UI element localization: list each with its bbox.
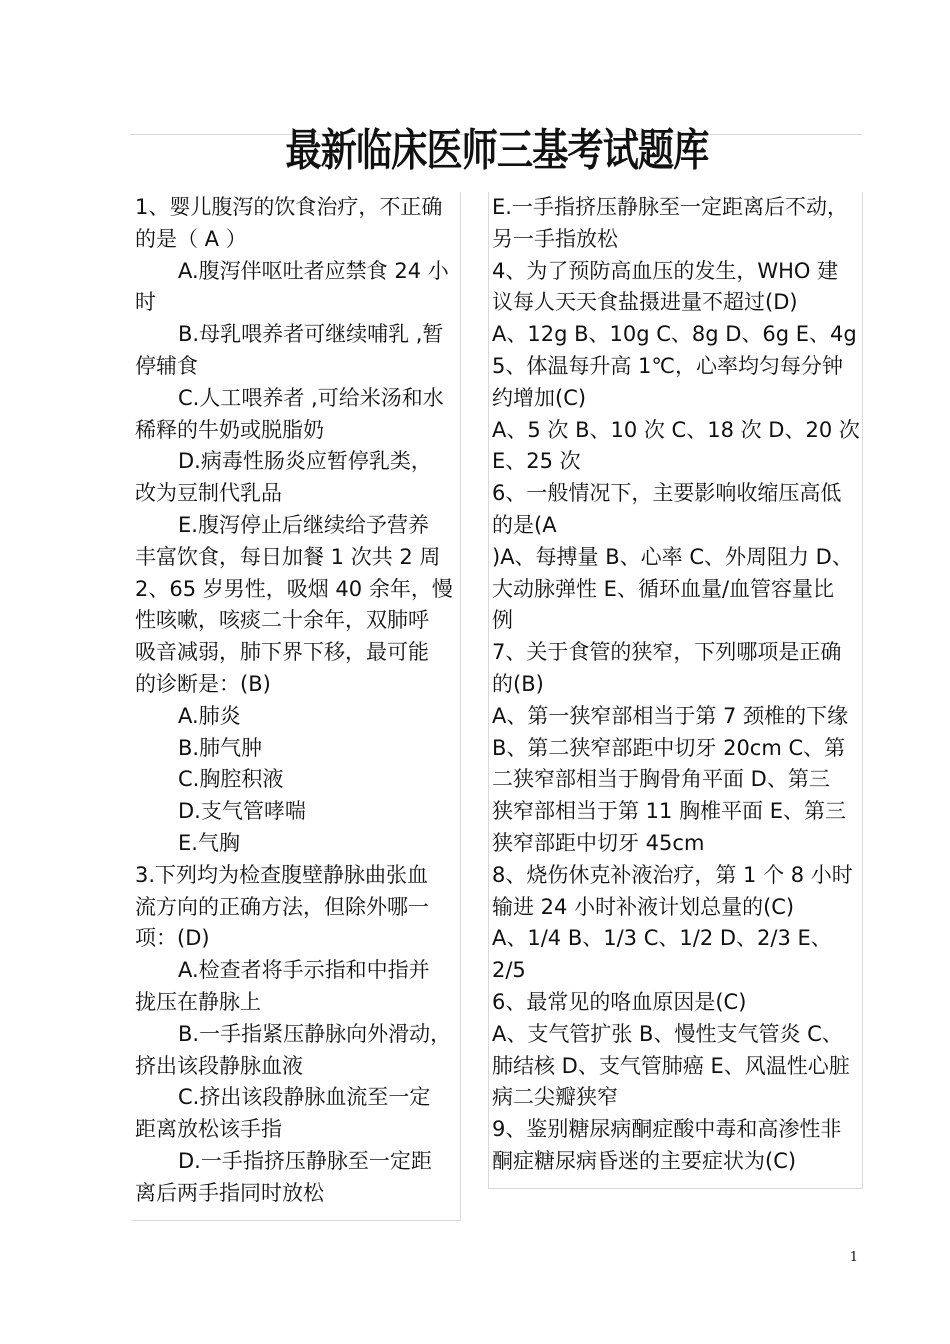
text-line: A、支气管扩张 B、慢性支气管炎 C、 — [492, 1021, 843, 1046]
text-line: A、第一狭窄部相当于第 7 颈椎的下缘 — [492, 703, 849, 728]
text-line: 的(B) — [492, 671, 544, 696]
text-line: 的是（ A ） — [135, 226, 247, 251]
text-line: 大动脉弹性 E、循环血量/血管容量比 — [492, 576, 835, 601]
text-line: B.母乳喂养者可继续哺乳 ,暂 — [178, 322, 444, 347]
text-line: C.胸腔积液 — [178, 767, 284, 792]
text-line: 停辅食 — [135, 353, 198, 378]
text-line: 1、婴儿腹泻的饮食治疗，不正确 — [135, 195, 443, 219]
text-line: A、1/4 B、1/3 C、1/2 D、2/3 E、 — [492, 926, 832, 951]
text-line: 稀释的牛奶或脱脂奶 — [135, 417, 324, 442]
text-line: 4、为了预防高血压的发生，WHO 建 — [492, 258, 839, 283]
page-number: 1 — [849, 1250, 858, 1265]
text-line: A.检查者将手示指和中指并 — [178, 958, 430, 983]
text-line: E.气胸 — [178, 830, 240, 855]
text-line: A.腹泻伴呕吐者应禁食 24 小 — [178, 258, 449, 283]
text-line: 6、最常见的咯血原因是(C) — [492, 989, 747, 1014]
text-line: E.一手指挤压静脉至一定距离后不动， — [492, 195, 848, 219]
text-line: A.肺炎 — [178, 703, 241, 728]
text-line: 拢压在静脉上 — [135, 989, 261, 1014]
text-line: 狭窄部相当于第 11 胸椎平面 E、第三 — [492, 799, 847, 824]
text-line: 性咳嗽，咳痰二十余年，双肺呼 — [135, 608, 429, 633]
text-line: D.病毒性肠炎应暂停乳类， — [178, 449, 432, 474]
text-line: 9、鉴别糖尿病酮症酸中毒和高渗性非 — [492, 1117, 842, 1142]
text-line: A、5 次 B、10 次 C、18 次 D、20 次 — [492, 417, 860, 442]
text-line: 的诊断是：(B) — [135, 671, 271, 696]
right-column — [488, 192, 863, 1189]
text-line: 改为豆制代乳品 — [135, 481, 282, 506]
text-line: 的是(A — [492, 512, 557, 537]
text-line: D.支气管哮喘 — [178, 799, 306, 824]
text-line: 3.下列均为检查腹壁静脉曲张血 — [135, 862, 429, 887]
text-line: 时 — [135, 290, 156, 315]
text-line: 2、65 岁男性，吸烟 40 余年，慢 — [135, 576, 453, 601]
text-line: 5、体温每升高 1℃，心率均匀每分钟 — [492, 353, 843, 378]
text-line: 离后两手指同时放松 — [135, 1180, 324, 1205]
text-line: C.挤出该段静脉血流至一定 — [178, 1085, 431, 1110]
left-column — [132, 192, 461, 1221]
text-line: 狭窄部距中切牙 45cm — [492, 830, 705, 855]
text-line: 项：(D) — [135, 926, 210, 951]
text-line: 吸音减弱，肺下界下移，最可能 — [135, 640, 429, 665]
text-line: 7、关于食管的狭窄，下列哪项是正确 — [492, 640, 842, 665]
text-line: 另一手指放松 — [492, 226, 618, 251]
text-line: B、第二狭窄部距中切牙 20cm C、第 — [492, 735, 846, 760]
text-line: E.腹泻停止后继续给予营养 — [178, 512, 429, 537]
text-line: 输进 24 小时补液计划总量的(C) — [492, 894, 795, 919]
text-line: B.一手指紧压静脉向外滑动， — [178, 1021, 452, 1046]
text-line: 6、一般情况下，主要影响收缩压高低 — [492, 481, 842, 506]
text-line: 酮症糖尿病昏迷的主要症状为(C) — [492, 1148, 797, 1173]
page-title: 最新临床医师三基考试题库 — [285, 125, 709, 176]
text-line: 病二尖瓣狭窄 — [492, 1085, 618, 1110]
text-line: A、12g B、10g C、8g D、6g E、4g — [492, 322, 857, 347]
text-line: 挤出该段静脉血液 — [135, 1053, 303, 1078]
text-line: 约增加(C) — [492, 385, 587, 410]
text-line: B.肺气肿 — [178, 735, 263, 760]
text-line: )A、每搏量 B、心率 C、外周阻力 D、 — [492, 544, 853, 569]
text-line: 肺结核 D、支气管肺癌 E、风温性心脏 — [492, 1053, 850, 1078]
text-line: 2/5 — [492, 958, 526, 983]
text-line: 议每人天天食盐摄进量不超过(D) — [492, 290, 798, 315]
text-line: C.人工喂养者 ,可给米汤和水 — [178, 385, 444, 410]
text-line: 8、烧伤休克补液治疗，第 1 个 8 小时 — [492, 862, 853, 887]
text-line: 流方向的正确方法，但除外哪一 — [135, 894, 429, 919]
text-line: 二狭窄部相当于胸骨角平面 D、第三 — [492, 767, 830, 792]
text-line: 距离放松该手指 — [135, 1117, 282, 1142]
text-line: D.一手指挤压静脉至一定距 — [178, 1148, 432, 1173]
text-line: E、25 次 — [492, 449, 581, 474]
text-line: 丰富饮食，每日加餐 1 次共 2 周 — [135, 544, 441, 569]
text-line: 例 — [492, 608, 513, 633]
